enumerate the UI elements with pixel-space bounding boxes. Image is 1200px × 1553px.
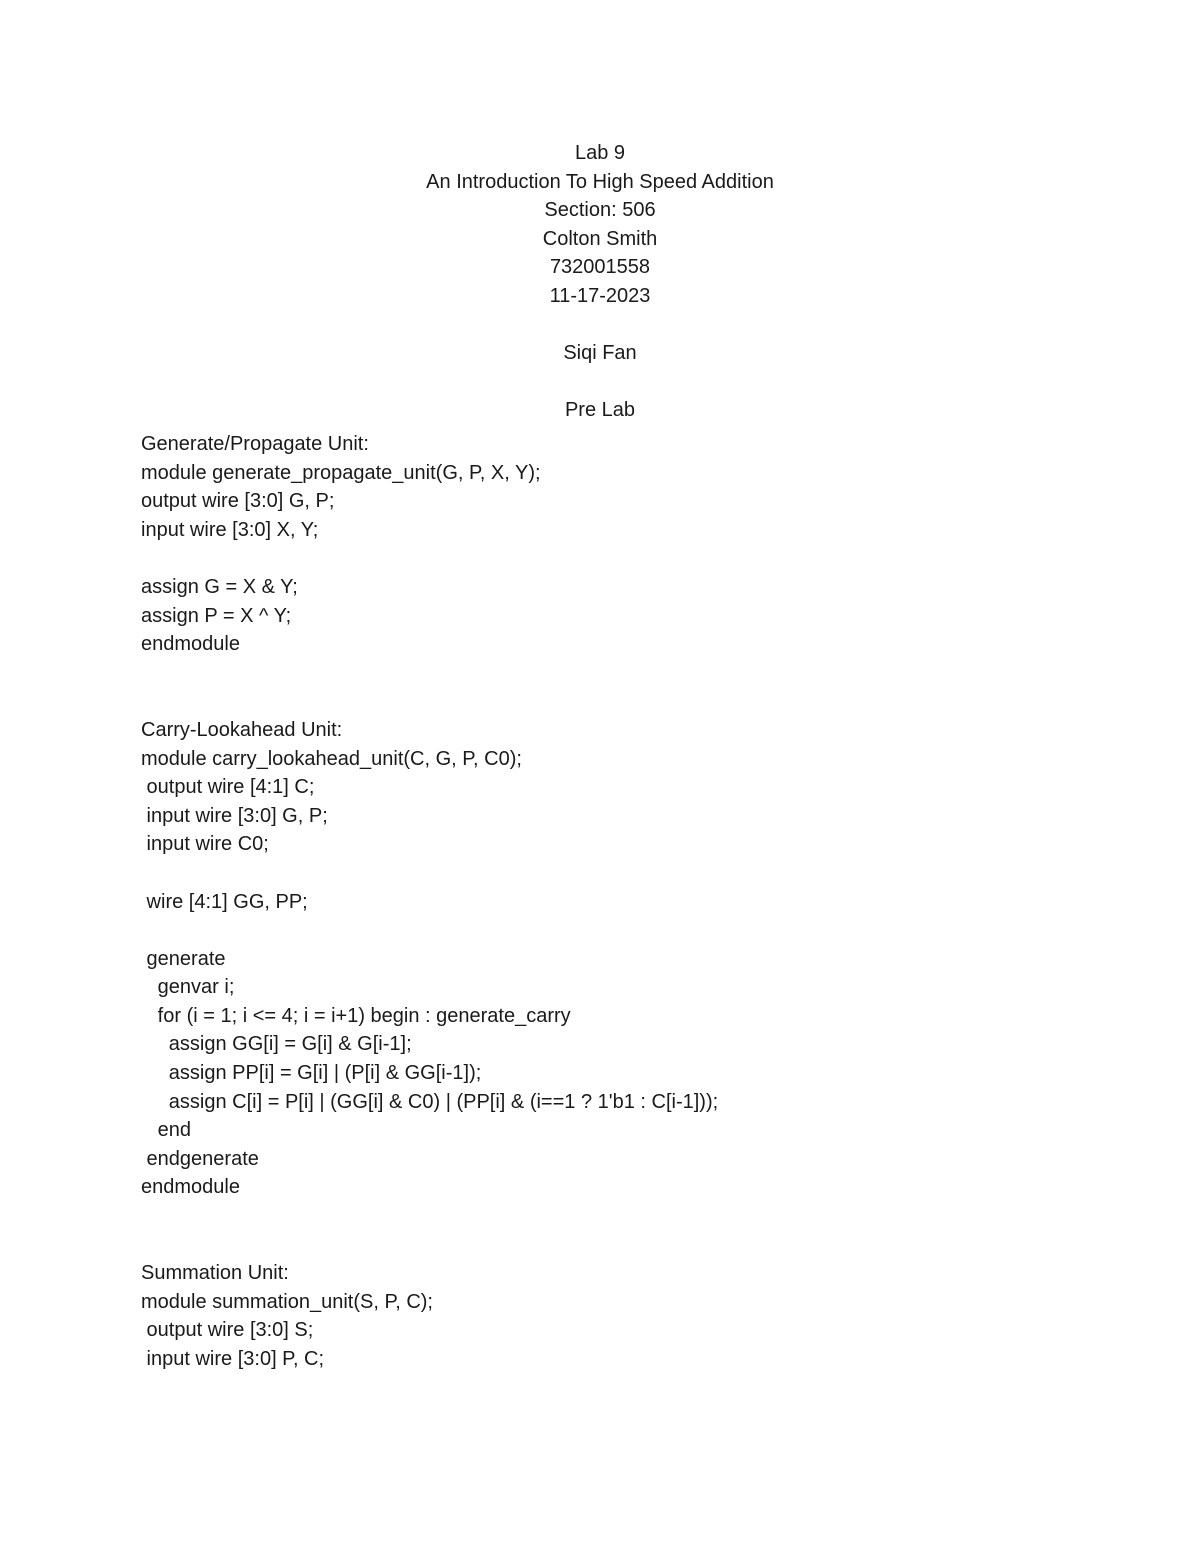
- blank-line: [141, 1202, 1141, 1231]
- code-line: end: [141, 1119, 192, 1142]
- code-line: generate: [141, 947, 226, 970]
- blank-line: [141, 687, 1141, 716]
- code-line: assign C[i] = P[i] | (GG[i] & C0) | (PP[i] & (i==1 ? 1'b1 : C[i-1]));: [141, 1090, 719, 1113]
- code-line: module summation_unit(S, P, C);: [141, 1290, 433, 1313]
- author-name: Colton Smith: [542, 227, 658, 250]
- code-line: assign P = X ^ Y;: [141, 604, 292, 627]
- code-line: endmodule: [141, 633, 240, 656]
- code-line: output wire [3:0] G, P;: [141, 490, 335, 513]
- code-line: Summation Unit:: [141, 1262, 289, 1285]
- code-listing: [141, 430, 1141, 1374]
- ta-name: Siqi Fan: [563, 341, 637, 364]
- title-block: [0, 139, 1200, 424]
- code-line: for (i = 1; i <= 4; i = i+1) begin : generate_carry: [141, 1004, 571, 1027]
- code-line: wire [4:1] GG, PP;: [141, 890, 308, 913]
- blank-line: [141, 544, 1141, 573]
- code-line: assign G = X & Y;: [141, 575, 298, 598]
- lab-title: Lab 9: [574, 142, 626, 164]
- code-line: module generate_propagate_unit(G, P, X, Y);: [141, 461, 541, 484]
- code-line: input wire C0;: [141, 833, 269, 856]
- code-line: genvar i;: [141, 976, 235, 999]
- code-line: module carry_lookahead_unit(C, G, P, C0);: [141, 747, 522, 770]
- code-line: endgenerate: [141, 1147, 259, 1170]
- blank-line: [141, 659, 1141, 688]
- blank-line: [141, 1231, 1141, 1260]
- date: 11-17-2023: [549, 284, 651, 307]
- blank-line: [0, 367, 1200, 396]
- code-line: Generate/Propagate Unit:: [141, 433, 369, 455]
- blank-line: [0, 310, 1200, 339]
- lab-subtitle: An Introduction To High Speed Addition: [426, 170, 774, 193]
- section-heading: Pre Lab: [564, 398, 636, 421]
- blank-line: [141, 916, 1141, 945]
- code-line: input wire [3:0] P, C;: [141, 1348, 325, 1370]
- blank-line: [141, 859, 1141, 888]
- code-line: output wire [3:0] S;: [141, 1319, 314, 1342]
- student-id: 732001558: [549, 256, 651, 278]
- code-line: assign GG[i] = G[i] & G[i-1];: [141, 1033, 412, 1056]
- code-line: Carry-Lookahead Unit:: [141, 718, 343, 741]
- code-line: assign PP[i] = G[i] | (P[i] & GG[i-1]);: [141, 1062, 482, 1085]
- code-line: input wire [3:0] X, Y;: [141, 518, 319, 541]
- code-line: output wire [4:1] C;: [141, 776, 315, 799]
- code-line: endmodule: [141, 1176, 240, 1199]
- code-line: input wire [3:0] G, P;: [141, 804, 328, 827]
- section-number: Section: 506: [544, 199, 656, 221]
